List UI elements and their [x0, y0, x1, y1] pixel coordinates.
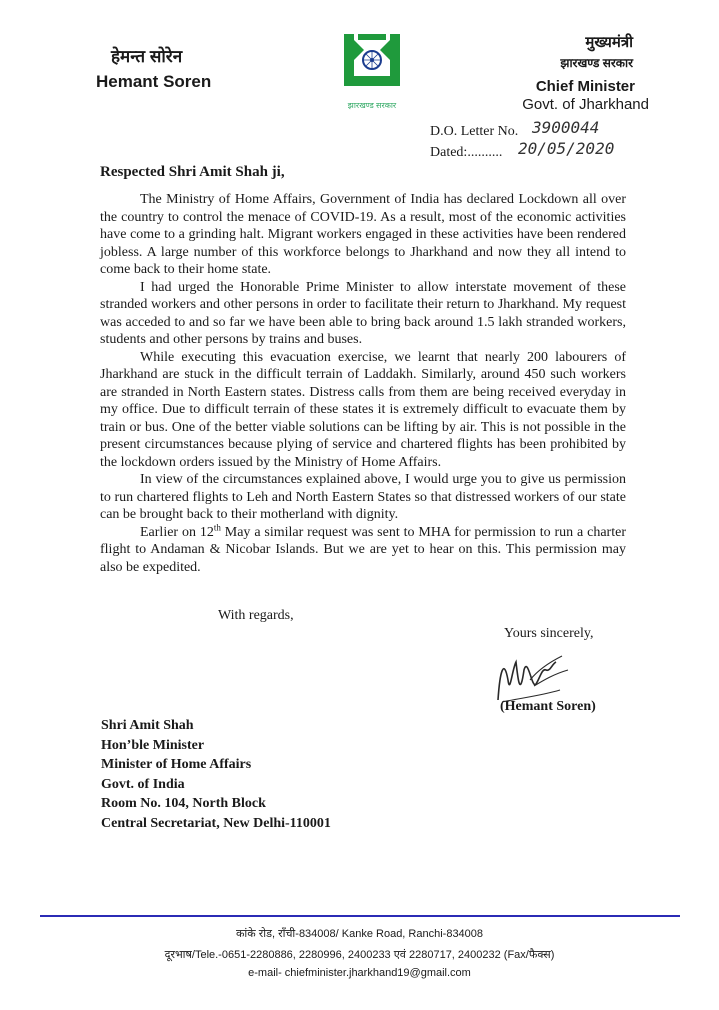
name-english: Hemant Soren [96, 72, 212, 91]
footer-phone: दूरभाष/Tele.-0651-2280886, 2280996, 2400233 एवं 2280717, 2400232 (Fax/फैक्स) [164, 949, 555, 961]
signatory-name: (Hemant Soren) [500, 699, 596, 714]
title-hindi: मुख्यमंत्री [585, 34, 633, 51]
ordinal-suffix: th [213, 521, 221, 532]
title-english: Chief Minister [535, 78, 635, 95]
paragraph-5-start: Earlier on 12 [140, 524, 214, 540]
paragraph-5 [100, 521, 626, 577]
emblem-caption: झारखण्ड सरकार [347, 101, 397, 110]
paragraph-4: In view of the circumstances explained above, I would urge you to give us permission to run chartered flights to Leh and North Eastern States so that distressed workers of our state can be brought back to their motherland with dignity. [100, 472, 626, 522]
address-line: Central Secretariat, New Delhi-110001 [101, 815, 331, 831]
address-line: Shri Amit Shah [101, 718, 194, 733]
dated-value: 20/05/2020 [518, 139, 615, 158]
address-line: Minister of Home Affairs [101, 757, 252, 772]
paragraph-5-end: May a similar request was sent to MHA for permission to run a charter flight to Andaman & Nicobar Islands. But we are yet to hear on this. This permission may also be expedited. [100, 524, 626, 575]
footer-email: e-mail- chiefminister.jharkhand19@gmail.com [248, 967, 471, 979]
salutation: Respected Shri Amit Shah ji, [100, 164, 285, 180]
name-hindi: हेमन्त सोरेन [111, 47, 183, 66]
paragraph-1: The Ministry of Home Affairs, Government of India has declared Lockdown all over the country to control the menace of COVID-19. As a result, most of the economic activities have come to a grinding halt. Migrant workers engaged in these activities have been rendered jobless. A large number of this workforce belongs to Jharkhand and now they all intend to come back to their home state. [100, 192, 626, 277]
do-letter-label: D.O. Letter No. [430, 124, 519, 139]
do-letter-number: 3900044 [532, 118, 600, 137]
closing-regards: With regards, [218, 608, 294, 623]
dated-label: Dated:.......... [430, 145, 503, 160]
paragraph-3: While executing this evacuation exercise, we learnt that nearly 200 labourers of Jharkhand are stuck in the difficult terrain of Laddakh. Similarly, around 450 such workers are stranded in North Eastern states. Distress calls from them are being received everyday in my office. Due to difficult terrain of these states it is extremely difficult to evacuate them by train or bus. One of the better viable solutions can be lifting by air. This is not possible in the present circumstances because plying of service and chartered flights has been prohibited by the lockdown orders issued by the Ministry of Home Affairs. [100, 349, 626, 470]
address-line: Govt. of India [101, 776, 185, 792]
closing-yours: Yours sincerely, [504, 626, 594, 641]
paragraph-2: I had urged the Honorable Prime Minister to allow interstate movement of these stranded workers and other persons in order to facilitate their return to Jharkhand. My request was acceded to and so far we have been able to bring back around 1.5 lakh stranded workers, students and other persons by trains and buses. [100, 279, 626, 347]
govt-hindi: झारखण्ड सरकार [560, 56, 633, 70]
address-line: Hon’ble Minister [101, 737, 205, 753]
footer-rule [40, 915, 680, 917]
address-line: Room No. 104, North Block [101, 796, 266, 811]
recipient-address [101, 716, 331, 833]
govt-english: Govt. of Jharkhand [522, 96, 649, 113]
footer-address: कांके रोड, राँची-834008/ Kanke Road, Ranchi-834008 [235, 928, 484, 940]
letter-body [100, 191, 626, 576]
